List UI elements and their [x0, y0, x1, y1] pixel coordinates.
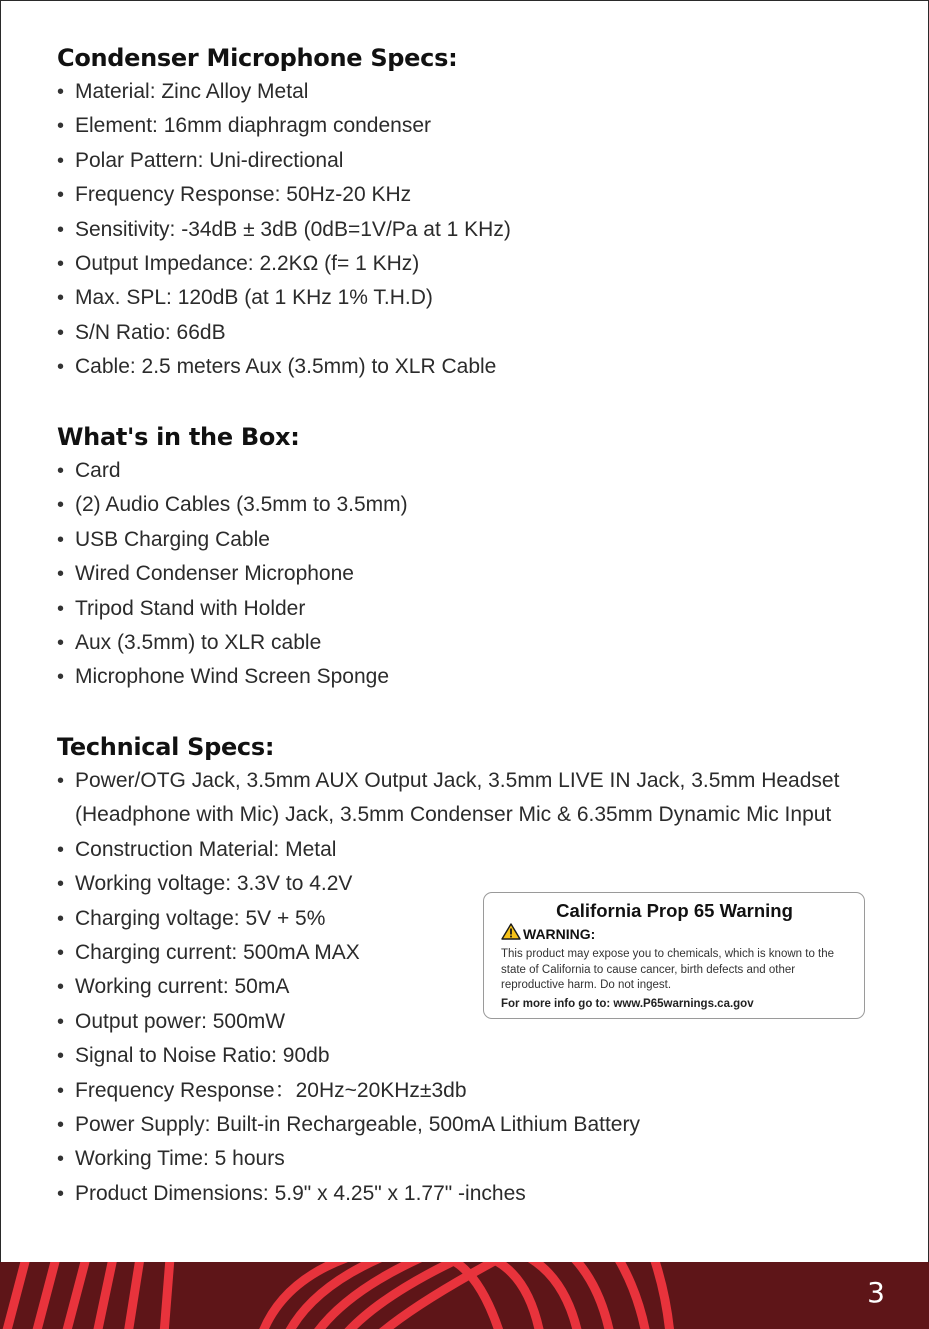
list-item: • Power Supply: Built-in Rechargeable, 500mA Lithium Battery [57, 1108, 875, 1142]
box-contents-section [57, 420, 408, 695]
list-item: • Aux (3.5mm) to XLR cable [57, 626, 408, 660]
bullet-icon: • [57, 1114, 65, 1137]
list-item: • Working Time: 5 hours [57, 1142, 875, 1176]
warning-header [501, 923, 848, 945]
bullet-icon: • [57, 1010, 65, 1033]
bullet-icon: • [57, 1182, 65, 1205]
bullet-icon: • [57, 632, 65, 655]
warning-label: WARNING: [523, 926, 596, 942]
bullet-icon: • [57, 218, 65, 241]
box-contents-heading: What's in the Box: [57, 423, 300, 451]
footer-stripes-graphic [0, 1262, 929, 1329]
warning-text: This product may expose you to chemicals, which is known to the state of California to cause cancer, birth defects and other reproductive harm. Do not ingest. [501, 948, 835, 991]
bullet-icon: • [57, 1079, 65, 1102]
warning-title: California Prop 65 Warning [556, 900, 793, 921]
bullet-icon: • [57, 528, 65, 551]
list-item: • Product Dimensions: 5.9" x 4.25" x 1.77" -inches [57, 1177, 875, 1211]
bullet-icon: • [57, 597, 65, 620]
list-item: • Polar Pattern: Uni-directional [57, 144, 511, 178]
prop65-warning-box [483, 892, 865, 1019]
bullet-icon: • [57, 770, 65, 792]
list-item: • Frequency Response: 50Hz-20 KHz [57, 178, 511, 212]
bullet-icon: • [57, 838, 65, 861]
list-item: • Charging voltage: 5V + 5% [57, 902, 875, 936]
bullet-icon: • [57, 460, 65, 482]
bullet-icon: • [57, 356, 65, 379]
list-item: • Output power: 500mW [57, 1005, 875, 1039]
bullet-icon: • [57, 149, 65, 172]
bullet-icon: • [57, 81, 65, 103]
list-item: • Material: Zinc Alloy Metal [57, 75, 511, 109]
list-item: • Card [57, 454, 408, 488]
list-item: • Output Impedance: 2.2KΩ (f= 1 KHz) [57, 247, 511, 281]
list-item: • Sensitivity: -34dB ± 3dB (0dB=1V/Pa at 1 KHz) [57, 213, 511, 247]
list-item: • Microphone Wind Screen Sponge [57, 660, 408, 694]
bullet-icon: • [57, 321, 65, 344]
list-item: • USB Charging Cable [57, 523, 408, 557]
bullet-icon: • [57, 563, 65, 586]
list-item: • Cable: 2.5 meters Aux (3.5mm) to XLR Cable [57, 350, 511, 384]
list-item: • Wired Condenser Microphone [57, 557, 408, 591]
bullet-icon: • [57, 907, 65, 930]
bullet-icon: • [57, 666, 65, 689]
list-item: • Max. SPL: 120dB (at 1 KHz 1% T.H.D) [57, 281, 511, 315]
list-item: • S/N Ratio: 66dB [57, 316, 511, 350]
bullet-icon: • [57, 253, 65, 276]
bullet-icon: • [57, 976, 65, 999]
list-item: • (2) Audio Cables (3.5mm to 3.5mm) [57, 488, 408, 522]
page-number: 3 [867, 1276, 885, 1309]
technical-specs-heading: Technical Specs: [57, 733, 275, 761]
list-item: • Frequency Response：20Hz~20KHz±3db [57, 1074, 875, 1108]
mic-specs-list [57, 75, 511, 385]
list-item: • Signal to Noise Ratio: 90db [57, 1039, 875, 1073]
list-item: • Working current: 50mA [57, 970, 875, 1004]
bullet-icon: • [57, 873, 65, 896]
bullet-icon: • [57, 115, 65, 138]
list-item: • Construction Material: Metal [57, 833, 875, 867]
footer-band [0, 1262, 929, 1329]
mic-specs-heading: Condenser Microphone Specs: [57, 44, 458, 72]
box-contents-list [57, 454, 408, 695]
bullet-icon: • [57, 942, 65, 965]
list-item: • Working voltage: 3.3V to 4.2V [57, 867, 875, 901]
warning-triangle-icon [501, 923, 521, 945]
bullet-icon: • [57, 1148, 65, 1171]
list-item: • Element: 16mm diaphragm condenser [57, 109, 511, 143]
list-item: • Power/OTG Jack, 3.5mm AUX Output Jack, 3.5mm LIVE IN Jack, 3.5mm Headset (Headphone with Mic) Jack, 3.5mm Condenser Mic & 6.35mm Dynamic Mic Input [57, 764, 875, 833]
warning-more-info: For more info go to: www.P65warnings.ca.gov [501, 997, 754, 1010]
mic-specs-section [57, 41, 511, 385]
list-item: • Charging current: 500mA MAX [57, 936, 875, 970]
bullet-icon: • [57, 1045, 65, 1068]
list-item: • Tripod Stand with Holder [57, 592, 408, 626]
bullet-icon: • [57, 287, 65, 310]
bullet-icon: • [57, 494, 65, 517]
bullet-icon: • [57, 184, 65, 207]
